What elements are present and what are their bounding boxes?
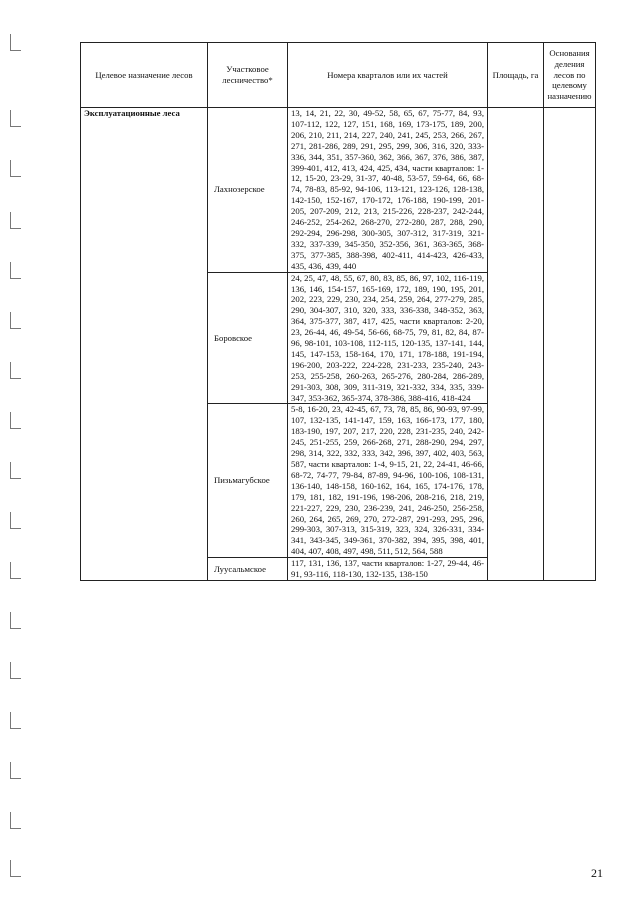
area-cell (488, 108, 544, 581)
forestry-name: Боровское (208, 272, 288, 404)
quarters-cell: 24, 25, 47, 48, 55, 67, 80, 83, 85, 86, 97, 102, 116-119, 136, 146, 154-157, 165-169, 172, 189, 190, 195, 201, 202, 223, 229, 230, 234, 254, 259, 264, 277-279, 285, 290, 304-307, 310, 320, 333, 336-338, 348-352, 363, 364, 375-377, 387, 417, 425, части кварталов: 2-20, 23, 26-44, 46, 49-54, 56-66, 68-75, 79, 81, 82, 84, 87-96, 98-101, 103-108, 112-115, 120-135, 137-141, 144, 145, 147-153, 158-164, 170, 171, 178-188, 191-194, 196-200, 203-222, 224-228, 231-233, 235-240, 243-253, 255-258, 260-263, 265-276, 280-284, 286-289, 291-303, 308, 309, 311-319, 321-332, 334, 335, 339-347, 353-362, 365-374, 378-386, 388-416, 418-424 (288, 272, 488, 404)
binder-mark (10, 262, 21, 279)
binder-mark (10, 110, 21, 127)
binder-mark (10, 462, 21, 479)
header-area: Площадь, га (488, 43, 544, 108)
table-header-row (81, 43, 596, 108)
page-number: 21 (591, 866, 603, 880)
header-quarters: Номера кварталов или их частей (288, 43, 488, 108)
quarters-cell: 13, 14, 21, 22, 30, 49-52, 58, 65, 67, 75-77, 84, 93, 107-112, 122, 127, 151, 168, 169, 173-175, 189, 200, 206, 210, 211, 214, 227, 240, 241, 245, 253, 266, 267, 271, 281-286, 289, 291, 295, 299, 306, 316, 320, 333-336, 344, 351, 357-360, 362, 366, 367, 376, 386, 387, 399-401, 412, 413, 424, 425, 434, части кварталов: 1-12, 15-20, 23-29, 31-37, 40-48, 53-57, 59-64, 66, 68-74, 78-83, 85-92, 94-106, 113-121, 123-126, 128-138, 142-150, 152-167, 170-172, 176-188, 190-199, 201-205, 207-209, 212, 213, 215-226, 228-237, 242-244, 246-252, 254-262, 268-270, 272-280, 287, 288, 290, 292-294, 296-298, 300-305, 307-312, 317-319, 321-332, 337-339, 345-350, 352-356, 361, 363-365, 368-375, 377-385, 388-398, 402-411, 414-423, 426-433, 435, 436, 439, 440 (288, 108, 488, 273)
forestry-name: Луусальмское (208, 558, 288, 581)
forest-purpose-table (80, 42, 596, 581)
quarters-cell: 117, 131, 136, 137, части кварталов: 1-27, 29-44, 46-91, 93-116, 118-130, 132-135, 138-150 (288, 558, 488, 581)
table-row (81, 108, 596, 273)
binder-mark (10, 512, 21, 529)
binder-mark (10, 34, 21, 51)
header-basis: Основания деления лесов по целевому назначению (544, 43, 596, 108)
binder-mark (10, 562, 21, 579)
binder-mark (10, 612, 21, 629)
binder-mark (10, 860, 21, 877)
binder-mark (10, 412, 21, 429)
header-purpose: Целевое назначение лесов (81, 43, 208, 108)
binder-mark (10, 712, 21, 729)
quarters-cell: 5-8, 16-20, 23, 42-45, 67, 73, 78, 85, 86, 90-93, 97-99, 107, 132-135, 141-147, 159, 163, 166-173, 177, 180, 183-190, 197, 207, 217, 220, 228, 231-235, 240, 242-245, 251-255, 259, 266-268, 271, 288-290, 294, 297, 298, 314, 322, 332, 333, 342, 396, 397, 402, 403, 563, 587, части кварталов: 1-4, 9-15, 21, 22, 24-41, 46-66, 68-72, 74-77, 79-84, 87-89, 94-96, 100-106, 108-131, 136-140, 148-158, 160-162, 164, 165, 174-176, 178, 179, 181, 182, 191-196, 198-206, 208-216, 218, 219, 221-227, 229, 230, 236-239, 241, 246-250, 256-258, 260, 264, 265, 269, 270, 272-287, 291-293, 295, 296, 299-303, 307-313, 315-319, 323, 324, 326-331, 334-341, 343-345, 349-361, 370-382, 394, 395, 398, 401, 404, 407, 408, 497, 498, 511, 512, 564, 588 (288, 404, 488, 558)
binder-mark (10, 312, 21, 329)
forestry-name: Лахнозерское (208, 108, 288, 273)
binder-mark (10, 662, 21, 679)
header-forestry: Участковое лесничество* (208, 43, 288, 108)
purpose-cell: Эксплуатационные леса (81, 108, 208, 581)
binder-mark (10, 812, 21, 829)
basis-cell (544, 108, 596, 581)
binder-mark (10, 160, 21, 177)
binder-mark (10, 762, 21, 779)
binder-mark (10, 212, 21, 229)
binder-hole-marks (0, 0, 24, 905)
forestry-name: Пизьмагубское (208, 404, 288, 558)
binder-mark (10, 362, 21, 379)
